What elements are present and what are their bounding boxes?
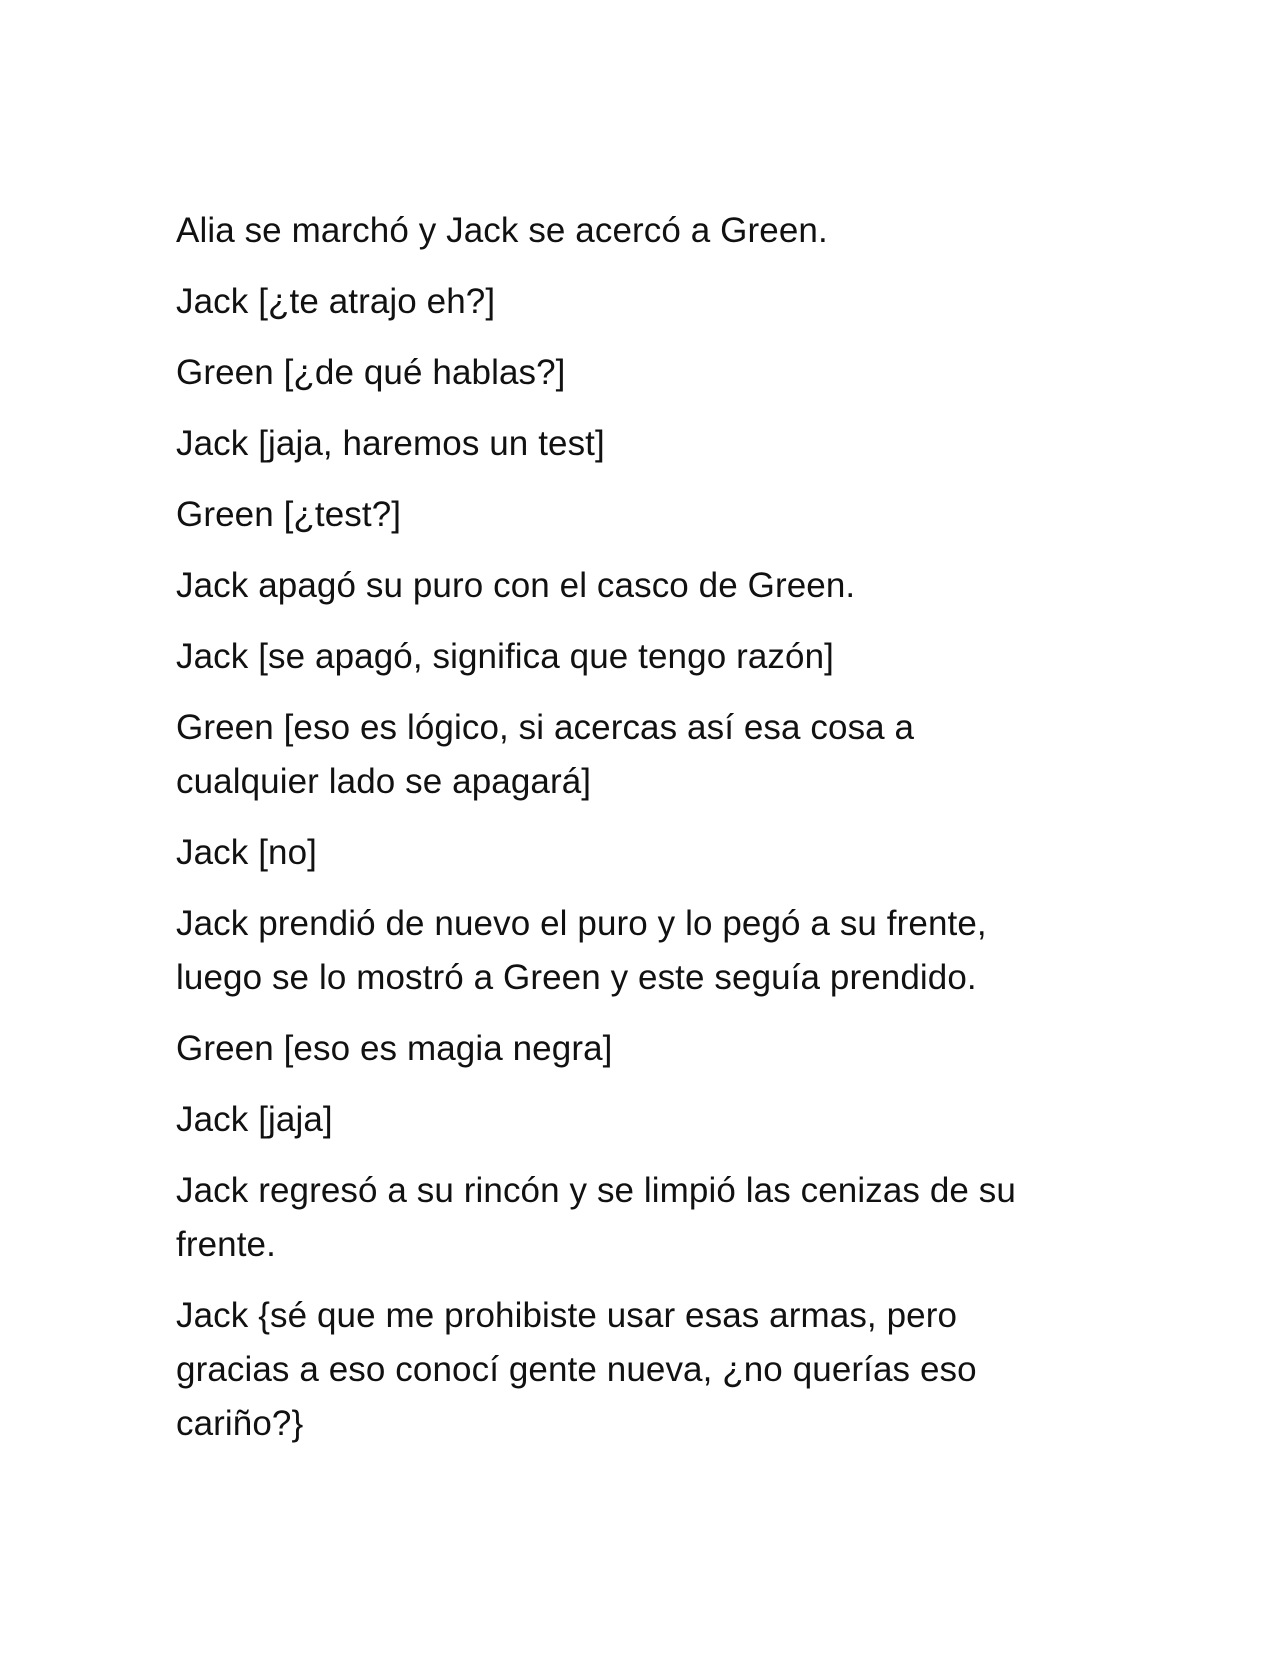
paragraph-12: Jack [jaja] bbox=[176, 1100, 333, 1139]
paragraph-8: Green [eso es lógico, si acercas así esa cosa a cualquier lado se apagará] bbox=[176, 708, 915, 801]
paragraph-10: Jack prendió de nuevo el puro y lo pegó a su frente, luego se lo mostró a Green y este seguía prendido. bbox=[176, 904, 987, 997]
document-body bbox=[176, 204, 1076, 1468]
paragraph-5: Green [¿test?] bbox=[176, 495, 402, 534]
paragraph-6: Jack apagó su puro con el casco de Green. bbox=[176, 566, 856, 605]
paragraph-4: Jack [jaja, haremos un test] bbox=[176, 424, 605, 463]
paragraph-1: Alia se marchó y Jack se acercó a Green. bbox=[176, 211, 828, 250]
paragraph-3: Green [¿de qué hablas?] bbox=[176, 353, 566, 392]
paragraph-2: Jack [¿te atrajo eh?] bbox=[176, 282, 496, 321]
paragraph-9: Jack [no] bbox=[176, 833, 317, 872]
paragraph-11: Green [eso es magia negra] bbox=[176, 1029, 613, 1068]
paragraph-14: Jack {sé que me prohibiste usar esas armas, pero gracias a eso conocí gente nueva, ¿no querías eso cariño?} bbox=[176, 1296, 977, 1443]
paragraph-13: Jack regresó a su rincón y se limpió las cenizas de su frente. bbox=[176, 1171, 1016, 1264]
paragraph-7: Jack [se apagó, significa que tengo razón] bbox=[176, 637, 834, 676]
